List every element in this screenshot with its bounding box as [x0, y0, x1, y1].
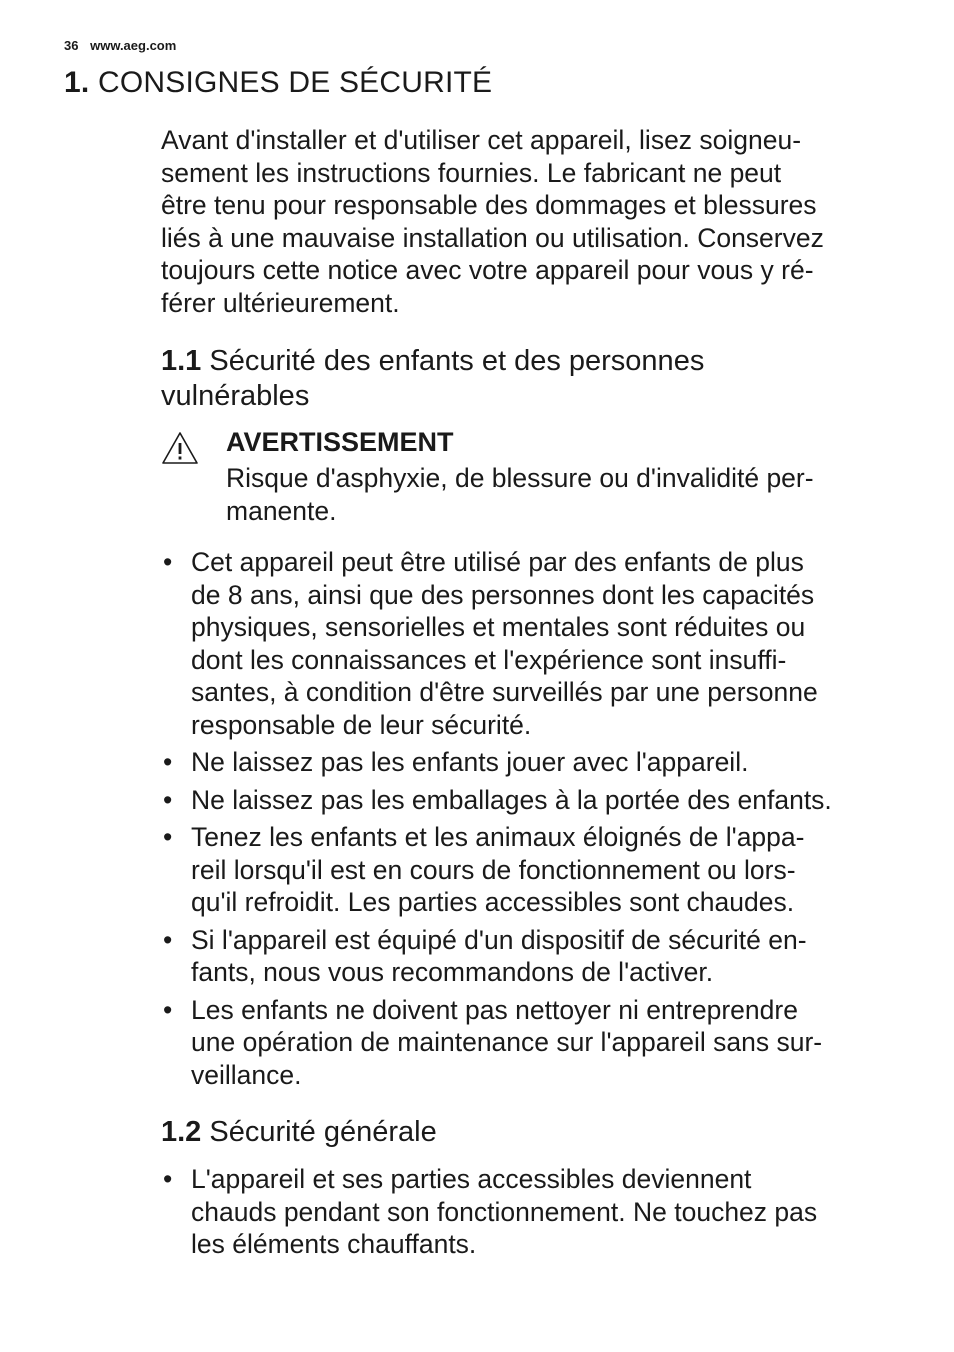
list-item — [161, 994, 899, 1092]
list-item-line: chauds pendant son fonctionnement. Ne touchez pas — [191, 1196, 818, 1227]
list-item — [161, 924, 899, 989]
bullet: • — [163, 994, 173, 1025]
list-item-line: Tenez les enfants et les animaux éloignés de l'appa- — [191, 822, 805, 852]
children-safety-list — [161, 546, 899, 1096]
bullet: • — [163, 784, 173, 815]
page-header — [64, 38, 176, 53]
list-item — [161, 546, 899, 741]
intro-paragraph — [161, 124, 899, 319]
bullet: • — [163, 822, 173, 852]
list-item-line: fants, nous vous recommandons de l'activer. — [191, 957, 714, 987]
intro-line: toujours cette notice avec votre appareil pour vous y ré- — [161, 255, 814, 285]
list-item-line: qu'il refroidit. Les parties accessibles sont chaudes. — [191, 887, 795, 917]
warning-line: Risque d'asphyxie, de blessure ou d'invalidité per- — [226, 463, 814, 493]
subsection-title: Sécurité générale — [209, 1116, 437, 1148]
site-url: www.aeg.com — [90, 38, 177, 53]
section-title — [64, 66, 492, 100]
warning-line: manente. — [226, 495, 337, 526]
subsection-number: 1.1 — [161, 345, 202, 377]
list-item — [161, 746, 899, 779]
list-item-line: dont les connaissances et l'expérience sont insuffi- — [191, 644, 787, 675]
list-item — [161, 821, 899, 919]
list-item-line: L'appareil et ses parties accessibles deviennent — [191, 1164, 752, 1194]
subsection-heading-1 — [161, 344, 861, 414]
subsection-number: 1.2 — [161, 1116, 202, 1148]
list-item-line: une opération de maintenance sur l'appareil sans sur- — [191, 1027, 823, 1057]
intro-line: sement les instructions fournies. Le fabricant ne peut — [161, 157, 782, 188]
subsection-heading-2 — [161, 1115, 861, 1150]
section-number: 1. — [64, 66, 90, 99]
general-safety-list — [161, 1163, 899, 1266]
subsection-title-line: Sécurité des enfants et des personnes — [209, 345, 705, 377]
list-item-line: les éléments chauffants. — [191, 1229, 477, 1259]
bullet: • — [163, 547, 173, 577]
list-item-line: Ne laissez pas les enfants jouer avec l'appareil. — [191, 747, 749, 777]
intro-line: liés à une mauvaise installation ou utilisation. Conservez — [161, 222, 824, 253]
warning-title: AVERTISSEMENT — [226, 427, 454, 457]
intro-line: Avant d'installer et d'utiliser cet appareil, lisez soigneu- — [161, 125, 802, 155]
subsection-title-line: vulnérables — [161, 380, 310, 412]
list-item-line: Les enfants ne doivent pas nettoyer ni entreprendre — [191, 994, 798, 1025]
list-item-line: physiques, sensorielles et mentales sont réduites ou — [191, 612, 806, 642]
list-item — [161, 784, 899, 817]
section-title-text: CONSIGNES DE SÉCURITÉ — [97, 66, 493, 99]
list-item-line: responsable de leur sécurité. — [191, 709, 532, 740]
list-item-line: Si l'appareil est équipé d'un dispositif de sécurité en- — [191, 924, 807, 955]
list-item-line: santes, à condition d'être surveillés par une personne — [191, 677, 818, 707]
list-item-line: veillance. — [191, 1059, 302, 1090]
warning-text — [226, 462, 896, 527]
bullet: • — [163, 747, 173, 777]
list-item-line: Cet appareil peut être utilisé par des enfants de plus — [191, 547, 804, 577]
page-number: 36 — [64, 38, 79, 53]
list-item-line: reil lorsqu'il est en cours de fonctionnement ou lors- — [191, 854, 796, 885]
list-item-line: Ne laissez pas les emballages à la portée des enfants. — [191, 784, 832, 815]
intro-line: être tenu pour responsable des dommages et blessures — [161, 190, 817, 220]
bullet: • — [163, 1164, 173, 1194]
list-item — [161, 1163, 899, 1261]
bullet: • — [163, 924, 173, 955]
intro-line: férer ultérieurement. — [161, 287, 400, 318]
list-item-line: de 8 ans, ainsi que des personnes dont les capacités — [191, 579, 815, 610]
warning-triangle-icon — [161, 431, 199, 465]
